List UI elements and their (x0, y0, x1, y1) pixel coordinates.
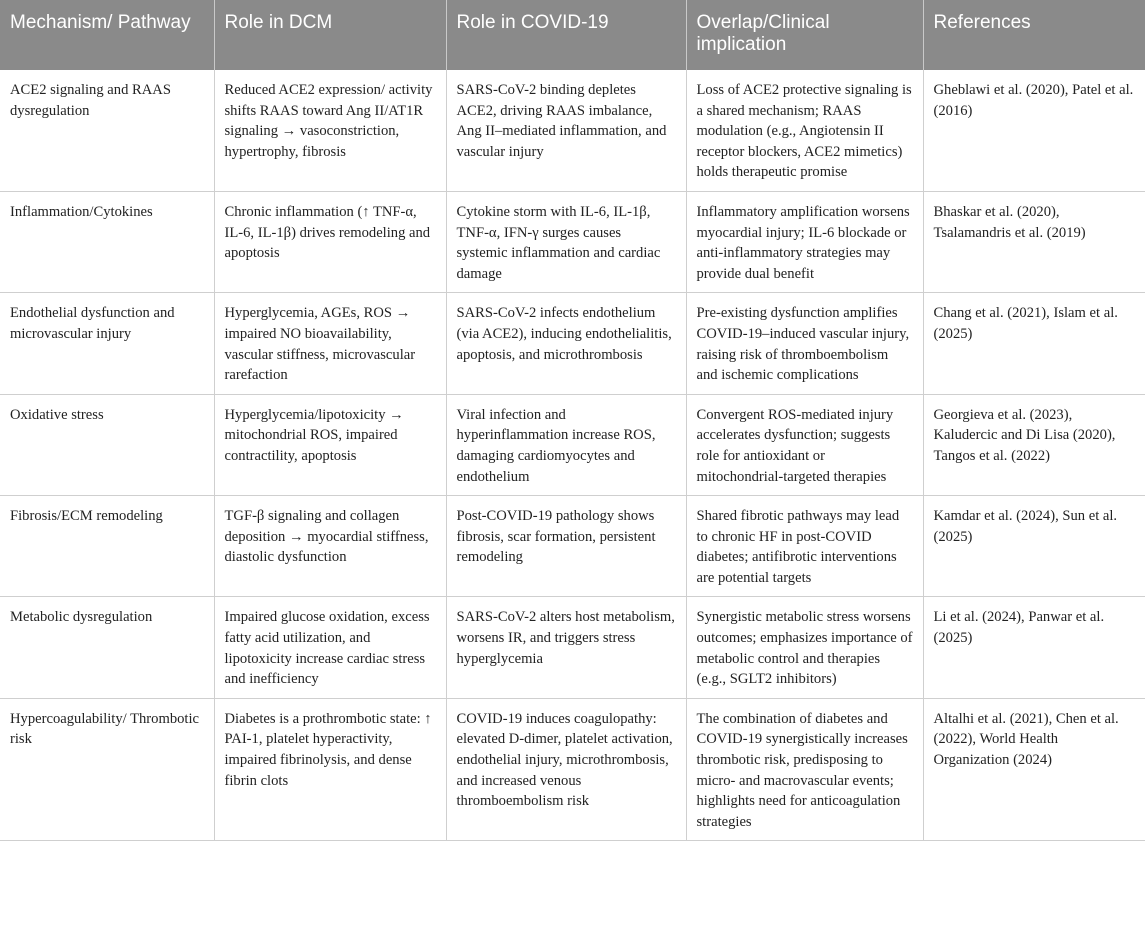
header-role-covid: Role in COVID-19 (446, 0, 686, 70)
header-row (0, 0, 1145, 70)
cell-role-dcm: Hyperglycemia, AGEs, ROS → impaired NO bioavailability, vascular stiffness, microvascular rarefaction (214, 293, 446, 394)
cell-role-dcm: TGF-β signaling and collagen deposition → myocardial stiffness, diastolic dysfunction (214, 496, 446, 597)
cell-overlap: Convergent ROS-mediated injury accelerates dysfunction; suggests role for antioxidant or mitochondrial-targeted therapies (686, 394, 923, 495)
cell-role-covid: Viral infection and hyperinflammation increase ROS, damaging cardiomyocytes and endothelium (446, 394, 686, 495)
cell-references: Chang et al. (2021), Islam et al. (2025) (923, 293, 1145, 394)
table-row (0, 191, 1145, 292)
cell-overlap: The combination of diabetes and COVID-19 synergistically increases thrombotic risk, predisposing to micro- and macrovascular events; highlights need for anticoagulation strategies (686, 698, 923, 841)
table-row (0, 293, 1145, 394)
cell-overlap: Pre-existing dysfunction amplifies COVID-19–induced vascular injury, raising risk of thromboembolism and ischemic complications (686, 293, 923, 394)
cell-overlap: Inflammatory amplification worsens myocardial injury; IL-6 blockade or anti-inflammatory strategies may provide dual benefit (686, 191, 923, 292)
table-row (0, 597, 1145, 698)
cell-references: Altalhi et al. (2021), Chen et al. (2022), World Health Organization (2024) (923, 698, 1145, 841)
cell-role-covid: COVID-19 induces coagulopathy: elevated D-dimer, platelet activation, endothelial injury, microthrombosis, and increased venous thromboembolism risk (446, 698, 686, 841)
table-body (0, 70, 1145, 841)
table-row (0, 698, 1145, 841)
cell-mechanism: Fibrosis/ECM remodeling (0, 496, 214, 597)
cell-mechanism: Oxidative stress (0, 394, 214, 495)
cell-role-dcm: Reduced ACE2 expression/ activity shifts RAAS toward Ang II/AT1R signaling → vasoconstriction, hypertrophy, fibrosis (214, 70, 446, 191)
cell-references: Li et al. (2024), Panwar et al. (2025) (923, 597, 1145, 698)
cell-references: Georgieva et al. (2023), Kaludercic and Di Lisa (2020), Tangos et al. (2022) (923, 394, 1145, 495)
header-overlap: Overlap/Clinical implication (686, 0, 923, 70)
header-role-dcm: Role in DCM (214, 0, 446, 70)
cell-role-covid: Cytokine storm with IL-6, IL-1β, TNF-α, IFN-γ surges causes systemic inflammation and cardiac damage (446, 191, 686, 292)
cell-role-covid: SARS-CoV-2 infects endothelium (via ACE2), inducing endothelialitis, apoptosis, and microthrombosis (446, 293, 686, 394)
cell-role-dcm: Hyperglycemia/lipotoxicity → mitochondrial ROS, impaired contractility, apoptosis (214, 394, 446, 495)
cell-overlap: Loss of ACE2 protective signaling is a shared mechanism; RAAS modulation (e.g., Angiotensin II receptor blockers, ACE2 mimetics) holds therapeutic promise (686, 70, 923, 191)
cell-mechanism: Hypercoagulability/ Thrombotic risk (0, 698, 214, 841)
header-references: References (923, 0, 1145, 70)
cell-references: Gheblawi et al. (2020), Patel et al. (2016) (923, 70, 1145, 191)
cell-overlap: Synergistic metabolic stress worsens outcomes; emphasizes importance of metabolic control and therapies (e.g., SGLT2 inhibitors) (686, 597, 923, 698)
cell-references: Bhaskar et al. (2020), Tsalamandris et al. (2019) (923, 191, 1145, 292)
cell-role-covid: SARS-CoV-2 alters host metabolism, worsens IR, and triggers stress hyperglycemia (446, 597, 686, 698)
cell-mechanism: ACE2 signaling and RAAS dysregulation (0, 70, 214, 191)
cell-role-dcm: Chronic inflammation (↑ TNF-α, IL-6, IL-1β) drives remodeling and apoptosis (214, 191, 446, 292)
cell-mechanism: Endothelial dysfunction and microvascular injury (0, 293, 214, 394)
table-header (0, 0, 1145, 70)
table-row (0, 496, 1145, 597)
header-mechanism: Mechanism/ Pathway (0, 0, 214, 70)
table-row (0, 394, 1145, 495)
cell-references: Kamdar et al. (2024), Sun et al. (2025) (923, 496, 1145, 597)
cell-role-dcm: Impaired glucose oxidation, excess fatty acid utilization, and lipotoxicity increase cardiac stress and inefficiency (214, 597, 446, 698)
cell-overlap: Shared fibrotic pathways may lead to chronic HF in post-COVID diabetes; antifibrotic interventions are potential targets (686, 496, 923, 597)
cell-mechanism: Metabolic dysregulation (0, 597, 214, 698)
cell-role-dcm: Diabetes is a prothrombotic state: ↑ PAI-1, platelet hyperactivity, impaired fibrinolysis, and dense fibrin clots (214, 698, 446, 841)
cell-mechanism: Inflammation/Cytokines (0, 191, 214, 292)
table-row (0, 70, 1145, 191)
cell-role-covid: SARS-CoV-2 binding depletes ACE2, driving RAAS imbalance, Ang II–mediated inflammation, and vascular injury (446, 70, 686, 191)
cell-role-covid: Post-COVID-19 pathology shows fibrosis, scar formation, persistent remodeling (446, 496, 686, 597)
